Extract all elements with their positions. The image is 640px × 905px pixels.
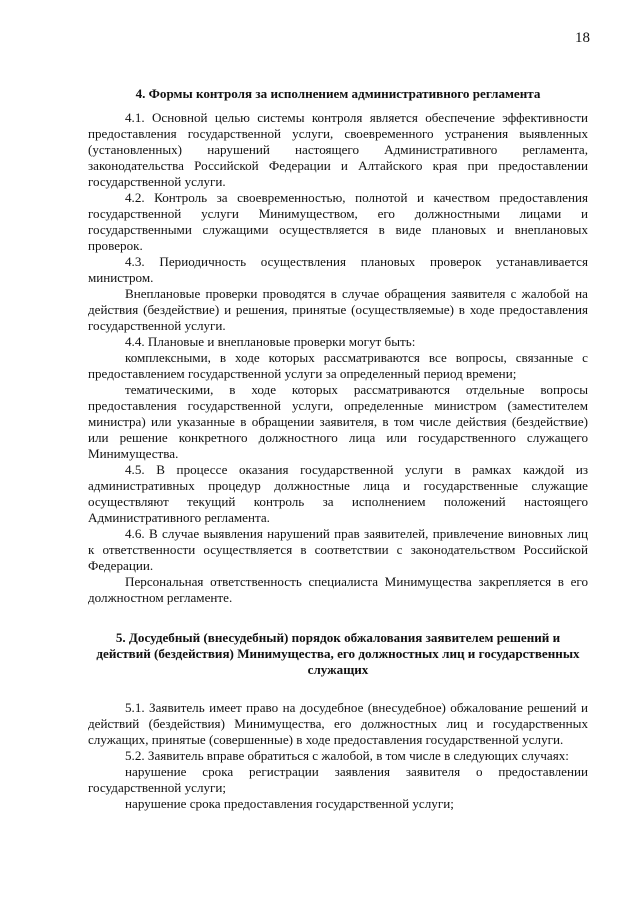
- paragraph-comprehensive-checks: комплексными, в ходе которых рассматриваются все вопросы, связанные с предоставлением государственной услуги за определенный период времени;: [88, 350, 588, 381]
- paragraph-thematic-checks: тематическими, в ходе которых рассматриваются отдельные вопросы предоставления государственной услуги, определенные министром (заместителем министра) или указанные в обращении заявителя, в том числе действия (бездействие) или решение конкретного должностного лица или государственного служащего Минимущества.: [88, 382, 588, 461]
- paragraph-personal-responsibility: Персональная ответственность специалиста Минимущества закрепляется в его должностном регламенте.: [88, 574, 588, 605]
- document-body: [88, 86, 588, 812]
- paragraph-4-4: 4.4. Плановые и внеплановые проверки могут быть:: [125, 334, 416, 349]
- section-5-body: [88, 700, 588, 812]
- paragraph-4-2: 4.2. Контроль за своевременностью, полнотой и качеством предоставления государственной услуги Минимуществом, его должностными лицами и государственными служащими осуществляется в виде плановых и внеплановых проверок.: [88, 190, 588, 253]
- section-5-heading: 5. Досудебный (внесудебный) порядок обжалования заявителем решений и действий (бездействия) Минимущества, его должностных лиц и государственных служащих: [96, 630, 580, 677]
- paragraph-4-6: 4.6. В случае выявления нарушений прав заявителей, привлечение виновных лиц к ответственности осуществляется в соответствии с законодательством Российской Федерации.: [88, 526, 588, 573]
- paragraph-unscheduled-checks: Внеплановые проверки проводятся в случае обращения заявителя с жалобой на действия (бездействие) и решения, принятые (осуществляемые) в ходе предоставления государственной услуги.: [88, 286, 588, 333]
- paragraph-service-term-violation: нарушение срока предоставления государственной услуги;: [125, 796, 454, 811]
- paragraph-5-2: 5.2. Заявитель вправе обратиться с жалобой, в том числе в следующих случаях:: [125, 748, 569, 763]
- paragraph-registration-violation: нарушение срока регистрации заявления заявителя о предоставлении государственной услуги;: [88, 764, 588, 795]
- page-number: 18: [575, 30, 590, 46]
- section-4-body: [88, 110, 588, 606]
- paragraph-5-1: 5.1. Заявитель имеет право на досудебное (внесудебное) обжалование решений и действий (бездействия) Минимущества, его должностных лиц и государственных служащих, принятые (совершенные) в ходе предоставления государственной услуги.: [88, 700, 588, 747]
- paragraph-4-3: 4.3. Периодичность осуществления плановых проверок устанавливается министром.: [88, 254, 588, 285]
- paragraph-4-1: 4.1. Основной целью системы контроля является обеспечение эффективности предоставления государственной услуги, своевременного устранения выявленных (установленных) нарушений настоящего Административного регламента, законодательства Российской Федерации и Алтайского края при предоставлении государственной услуги.: [88, 110, 588, 189]
- section-4-heading: 4. Формы контроля за исполнением административного регламента: [135, 86, 541, 101]
- paragraph-4-5: 4.5. В процессе оказания государственной услуги в рамках каждой из административных процедур должностные лица и государственные служащие осуществляют текущий контроль за исполнением положений настоящего Административного регламента.: [88, 462, 588, 525]
